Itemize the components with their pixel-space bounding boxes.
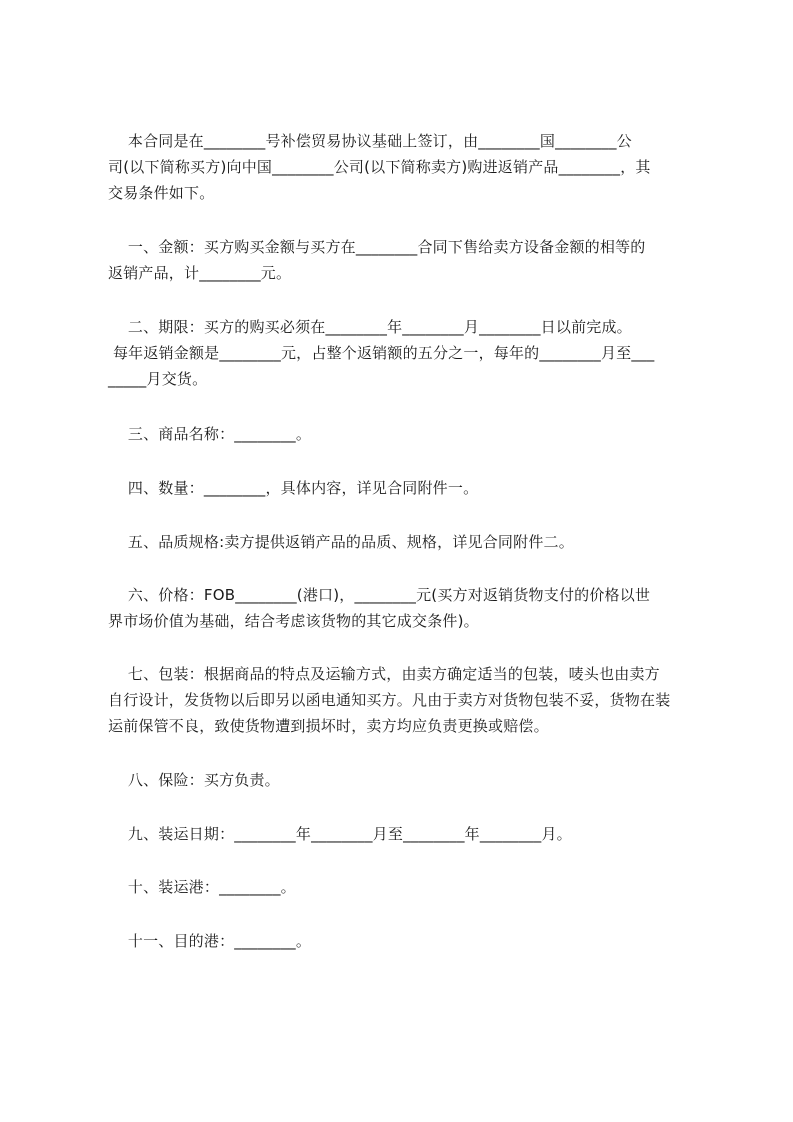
clause-period-line-3: _____月交货。	[108, 370, 208, 388]
intro-line-3: 交易条件如下。	[108, 184, 215, 202]
intro-line-1: 本合同是在________号补偿贸易协议基础上签订，由________国________公	[108, 132, 632, 150]
clause-port-of-loading	[108, 874, 700, 900]
clause-quantity-line-1: 四、数量：________，具体内容，详见合同附件一。	[108, 479, 479, 497]
clause-shipment-date	[108, 821, 700, 847]
clause-period-line-1: 二、期限：买方的购买必须在________年________月________日以前完成。	[108, 318, 632, 336]
clause-port-of-destination	[108, 928, 700, 954]
clause-product-name-line-1: 三、商品名称：________。	[108, 425, 312, 443]
clause-port-of-loading-line-1: 十、装运港：________。	[108, 878, 296, 896]
intro-line-2: 司(以下简称买方)向中国________公司(以下简称卖方)购进返销产品________，其	[108, 158, 651, 176]
clause-amount-line-2: 返销产品，计________元。	[108, 264, 292, 282]
clause-packing	[108, 661, 700, 739]
clause-packing-line-3: 运前保管不良，致使货物遭到损坏时，卖方均应负责更换或赔偿。	[108, 717, 549, 735]
clause-period-line-2: 每年返销金额是________元，占整个返销额的五分之一，每年的________月至___	[108, 344, 655, 362]
clause-product-name	[108, 421, 700, 447]
clause-quantity	[108, 475, 700, 501]
clause-insurance	[108, 767, 700, 793]
clause-packing-line-2: 自行设计，发货物以后即另以函电通知买方。凡由于卖方对货物包装不妥，货物在装	[108, 691, 671, 709]
clause-price-line-1: 六、价格：FOB________(港口)，________元(买方对返销货物支付的价格以世	[108, 586, 651, 604]
clause-port-of-destination-line-1: 十一、目的港：________。	[108, 932, 312, 950]
clause-amount-line-1: 一、金额：买方购买金额与买方在________合同下售给卖方设备金额的相等的	[108, 238, 646, 256]
clause-insurance-line-1: 八、保险：买方负责。	[108, 771, 280, 789]
clause-shipment-date-line-1: 九、装运日期：________年________月至________年________月。	[108, 825, 572, 843]
clause-period	[108, 314, 700, 392]
intro-paragraph	[108, 128, 700, 206]
clause-quality	[108, 529, 700, 555]
clause-packing-line-1: 七、包装：根据商品的特点及运输方式，由卖方确定适当的包装，唛头也由卖方	[108, 665, 660, 683]
clause-price	[108, 582, 700, 634]
clause-amount	[108, 234, 700, 286]
clause-quality-line-1: 五、品质规格:卖方提供返销产品的品质、规格，详见合同附件二。	[108, 533, 574, 551]
clause-price-line-2: 界市场价值为基础，结合考虑该货物的其它成交条件)。	[108, 612, 479, 630]
